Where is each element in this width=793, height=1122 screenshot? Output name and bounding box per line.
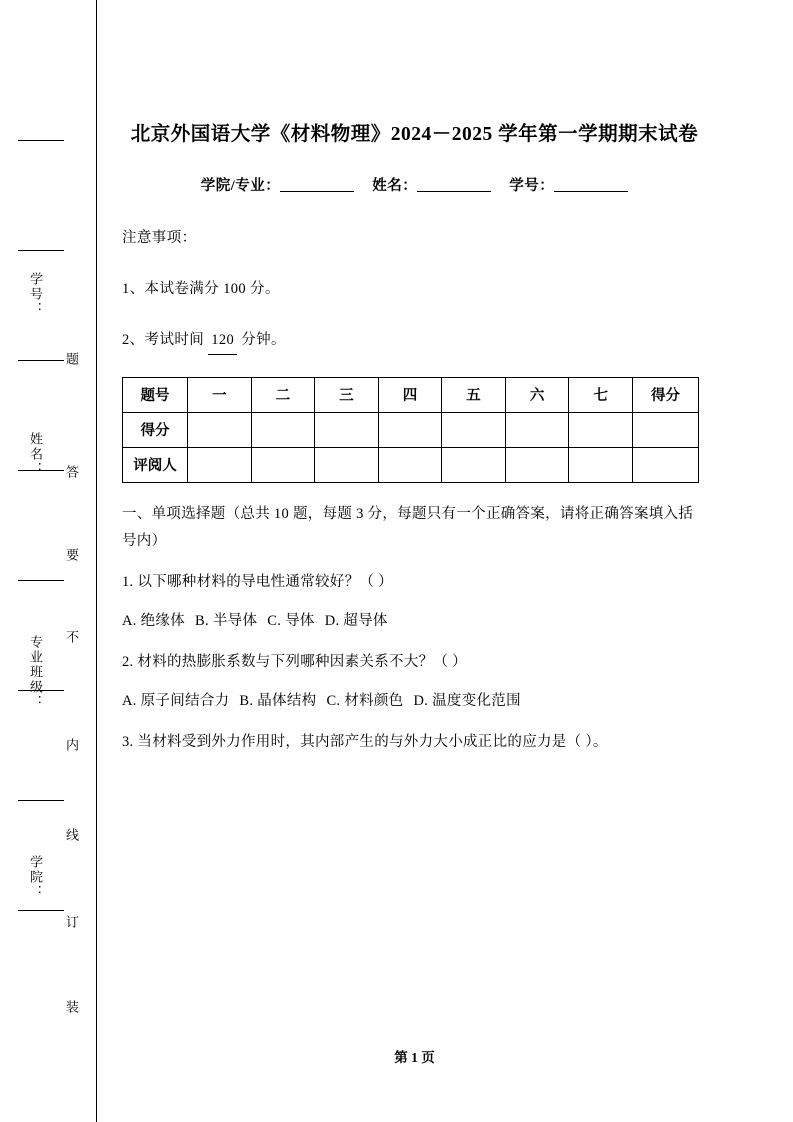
notice-item-1: 1、本试卷满分 100 分。 <box>122 280 280 297</box>
question-1-options <box>122 608 707 636</box>
seal-char-zhuang: 装 <box>64 1000 79 1015</box>
score-cell[interactable] <box>315 412 379 447</box>
question-1-option-b[interactable]: B. 半导体 <box>195 613 258 630</box>
question-1-option-c[interactable]: C. 导体 <box>267 613 315 630</box>
department-label: 学院/专业： <box>200 178 281 195</box>
exam-time-suffix: 分钟。 <box>241 331 286 348</box>
score-table-header-4: 四 <box>378 377 442 412</box>
exam-time-value: 120 <box>208 327 237 355</box>
seal-char-bu: 不 <box>64 630 79 645</box>
student-id-blank[interactable] <box>554 191 628 192</box>
student-info-line <box>122 174 707 195</box>
student-id-label: 学号： <box>509 178 555 195</box>
question-2-options <box>122 688 707 716</box>
question-1-option-d[interactable]: D. 超导体 <box>324 613 388 630</box>
question-2-text: 2. 材料的热膨胀系数与下列哪种因素关系不大？（ ） <box>122 653 467 670</box>
score-table-header-5: 五 <box>442 377 506 412</box>
score-table-header-2: 二 <box>251 377 315 412</box>
notice-item-2 <box>122 327 707 355</box>
exam-time-prefix: 2、考试时间 <box>122 331 205 348</box>
seal-label-college: 学院： <box>28 855 43 900</box>
reviewer-cell[interactable] <box>378 447 442 482</box>
name-label: 姓名： <box>372 178 418 195</box>
score-row-label: 得分 <box>123 412 188 447</box>
seal-label-student-id: 学号： <box>28 272 43 317</box>
question-3-text: 3. 当材料受到外力作用时，其内部产生的与外力大小成正比的应力是（ ）。 <box>122 733 608 750</box>
score-table-header-7: 七 <box>569 377 633 412</box>
table-row <box>123 447 699 482</box>
score-table-header-0: 题号 <box>123 377 188 412</box>
score-table-header-1: 一 <box>188 377 252 412</box>
score-table <box>122 377 699 483</box>
seal-char-xian: 线 <box>64 828 79 843</box>
section-1-heading: 一、单项选择题（总共 10 题，每题 3 分，每题只有一个正确答案，请将正确答案填入括号内） <box>122 505 694 550</box>
seal-char-da: 答 <box>64 465 79 480</box>
seal-char-yao: 要 <box>64 548 79 563</box>
seal-vertical-line <box>96 0 97 1122</box>
score-cell[interactable] <box>505 412 569 447</box>
exam-paper-body <box>122 0 707 1122</box>
reviewer-cell[interactable] <box>569 447 633 482</box>
reviewer-cell[interactable] <box>188 447 252 482</box>
seal-char-ding: 订 <box>64 915 79 930</box>
notice-heading: 注意事项： <box>122 230 197 247</box>
question-1-option-a[interactable]: A. 绝缘体 <box>122 613 186 630</box>
table-row <box>123 412 699 447</box>
reviewer-cell[interactable] <box>505 447 569 482</box>
score-cell[interactable] <box>251 412 315 447</box>
page-title: 北京外国语大学《材料物理》2024－2025 学年第一学期期末试卷 <box>130 124 699 145</box>
table-row <box>123 377 699 412</box>
seal-char-nei: 内 <box>64 738 79 753</box>
seal-char-ti: 题 <box>64 352 79 367</box>
question-2-option-a[interactable]: A. 原子间结合力 <box>122 692 230 709</box>
question-2-option-d[interactable]: D. 温度变化范围 <box>413 692 521 709</box>
score-table-header-8: 得分 <box>633 377 699 412</box>
seal-label-class: 专业班级： <box>28 635 43 710</box>
score-cell[interactable] <box>188 412 252 447</box>
score-table-header-3: 三 <box>315 377 379 412</box>
reviewer-cell-total[interactable] <box>633 447 699 482</box>
seal-label-name: 姓名： <box>28 432 43 477</box>
score-cell-total[interactable] <box>633 412 699 447</box>
score-cell[interactable] <box>442 412 506 447</box>
reviewer-cell[interactable] <box>315 447 379 482</box>
reviewer-row-label: 评阅人 <box>123 447 188 482</box>
score-cell[interactable] <box>569 412 633 447</box>
page-number: 第 1 页 <box>394 1050 435 1065</box>
question-2-option-c[interactable]: C. 材料颜色 <box>326 692 404 709</box>
reviewer-cell[interactable] <box>251 447 315 482</box>
score-table-header-6: 六 <box>505 377 569 412</box>
question-2-option-b[interactable]: B. 晶体结构 <box>239 692 317 709</box>
reviewer-cell[interactable] <box>442 447 506 482</box>
department-blank[interactable] <box>280 191 354 192</box>
question-1-text: 1. 以下哪种材料的导电性通常较好？（ ） <box>122 574 393 591</box>
name-blank[interactable] <box>417 191 491 192</box>
score-cell[interactable] <box>378 412 442 447</box>
